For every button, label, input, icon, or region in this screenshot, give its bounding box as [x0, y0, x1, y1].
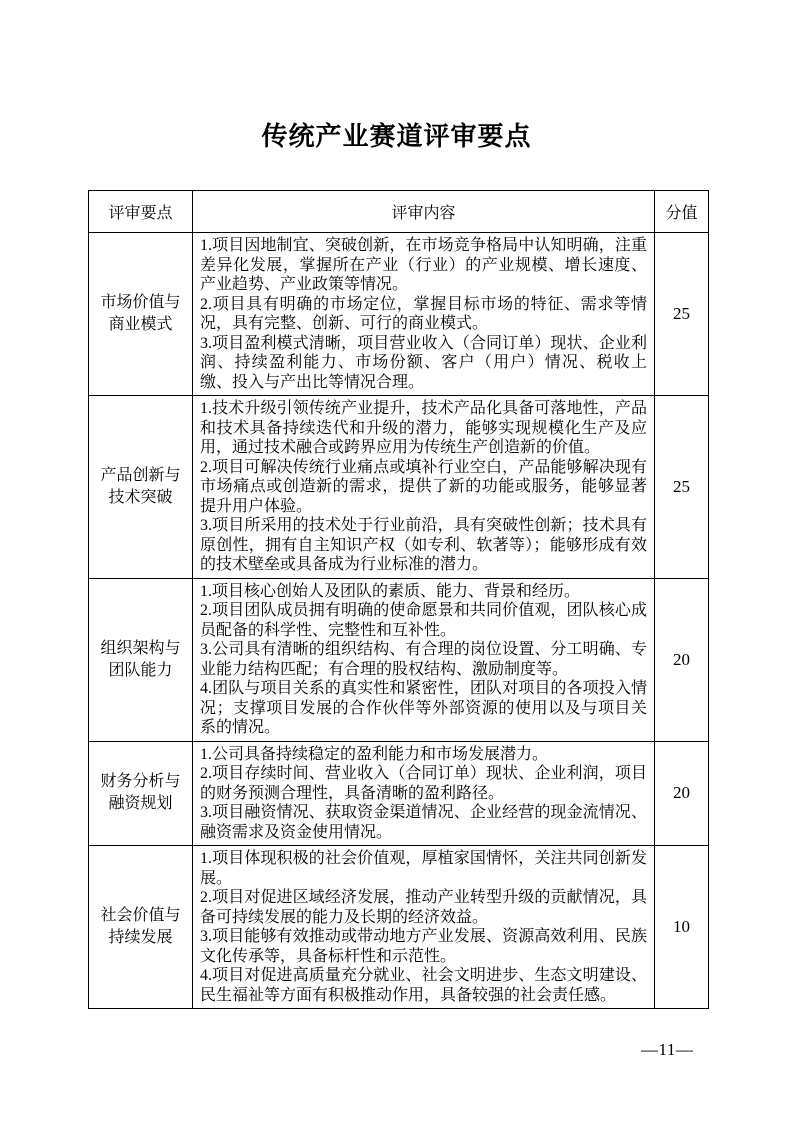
table-header-row: [89, 191, 709, 233]
category-cell: 市场价值与商业模式: [89, 233, 193, 396]
content-item: 1.技术升级引领传统产业提升，技术产品化具备可落地性，产品和技术具备持续迭代和升级的潜力，能够实现规模化生产及应用，通过技术融合或跨界应用为传统生产创造新的价值。: [200, 400, 647, 456]
score-cell: 25: [655, 396, 709, 579]
content-cell: [193, 233, 655, 396]
category-cell: 财务分析与融资规划: [89, 741, 193, 846]
content-item: 1.项目体现积极的社会价值观，厚植家国情怀，关注共同创新发展。: [200, 850, 647, 887]
content-item: 4.团队与项目关系的真实性和紧密性，团队对项目的各项投入情况；支撑项目发展的合作伙伴等外部资源的使用以及与项目关系的情况。: [200, 680, 647, 736]
category-cell: 社会价值与持续发展: [89, 846, 193, 1009]
content-item: 1.项目核心创始人及团队的素质、能力、背景和经历。: [200, 582, 581, 600]
content-item: 3.项目融资情况、获取资金渠道情况、企业经营的现金流情况、融资需求及资金使用情况。: [200, 804, 647, 841]
content-item: 2.项目团队成员拥有明确的使命愿景和共同价值观，团队核心成员配备的科学性、完整性和互补性。: [200, 602, 647, 639]
content-item: 3.项目盈利模式清晰，项目营业收入（合同订单）现状、企业利润、持续盈利能力、市场份额、客户（用户）情况、税收上缴、投入与产出比等情况合理。: [200, 334, 647, 391]
content-item: 3.公司具有清晰的组织结构、有合理的岗位设置、分工明确、专业能力结构匹配；有合理的股权结构、激励制度等。: [200, 641, 647, 678]
content-cell: [193, 396, 655, 579]
table-row-finance-funding: [89, 741, 709, 846]
score-cell: 20: [655, 741, 709, 846]
page-title: 传统产业赛道评审要点: [261, 122, 532, 151]
content-item: 1.公司具备持续稳定的盈利能力和市场发展潜力。: [200, 745, 549, 763]
header-cell-content: 评审内容: [193, 191, 655, 233]
content-item: 2.项目具有明确的市场定位，掌握目标市场的特征、需求等情况，具有完整、创新、可行的商业模式。: [200, 295, 647, 332]
table-row-market-value: [89, 233, 709, 396]
content-cell: [193, 741, 655, 846]
table-row-organization-team: [89, 578, 709, 741]
score-cell: 20: [655, 578, 709, 741]
table-row-product-innovation: [89, 396, 709, 579]
content-item: 1.项目因地制宜、突破创新，在市场竞争格局中认知明确，注重差异化发展，掌握所在产业（行业）的产业规模、增长速度、产业趋势、产业政策等情况。: [200, 237, 647, 293]
table-row-social-value: [89, 846, 709, 1009]
content-item: 2.项目存续时间、营业收入（合同订单）现状、企业利润，项目的财务预测合理性，具备清晰的盈利路径。: [200, 765, 647, 802]
content-cell: [193, 578, 655, 741]
content-item: 4.项目对促进高质量充分就业、社会文明进步、生态文明建设、民生福祉等方面有积极推动作用，具备较强的社会责任感。: [200, 967, 647, 1004]
category-cell: 组织架构与团队能力: [89, 578, 193, 741]
score-cell: 10: [655, 846, 709, 1009]
content-item: 2.项目可解决传统行业痛点或填补行业空白，产品能够解决现有市场痛点或创造新的需求，提供了新的功能或服务，能够显著提升用户体验。: [200, 458, 647, 515]
content-item: 3.项目所采用的技术处于行业前沿，具有突破性创新；技术具有原创性，拥有自主知识产权（如专利、软著等）；能够形成有效的技术壁垒或具备成为行业标准的潜力。: [200, 517, 647, 573]
category-cell: 产品创新与技术突破: [89, 396, 193, 579]
header-cell-category: 评审要点: [89, 191, 193, 233]
content-item: 3.项目能够有效推动或带动地方产业发展、资源高效利用、民族文化传承等，具备标杆性和示范性。: [200, 928, 647, 965]
content-cell: [193, 846, 655, 1009]
header-cell-score: 分值: [655, 191, 709, 233]
score-cell: 25: [655, 233, 709, 396]
content-item: 2.项目对促进区域经济发展，推动产业转型升级的贡献情况，具备可持续发展的能力及长期的经济效益。: [200, 889, 647, 926]
review-criteria-table: [88, 190, 709, 1009]
page-number: —11—: [641, 1040, 694, 1059]
